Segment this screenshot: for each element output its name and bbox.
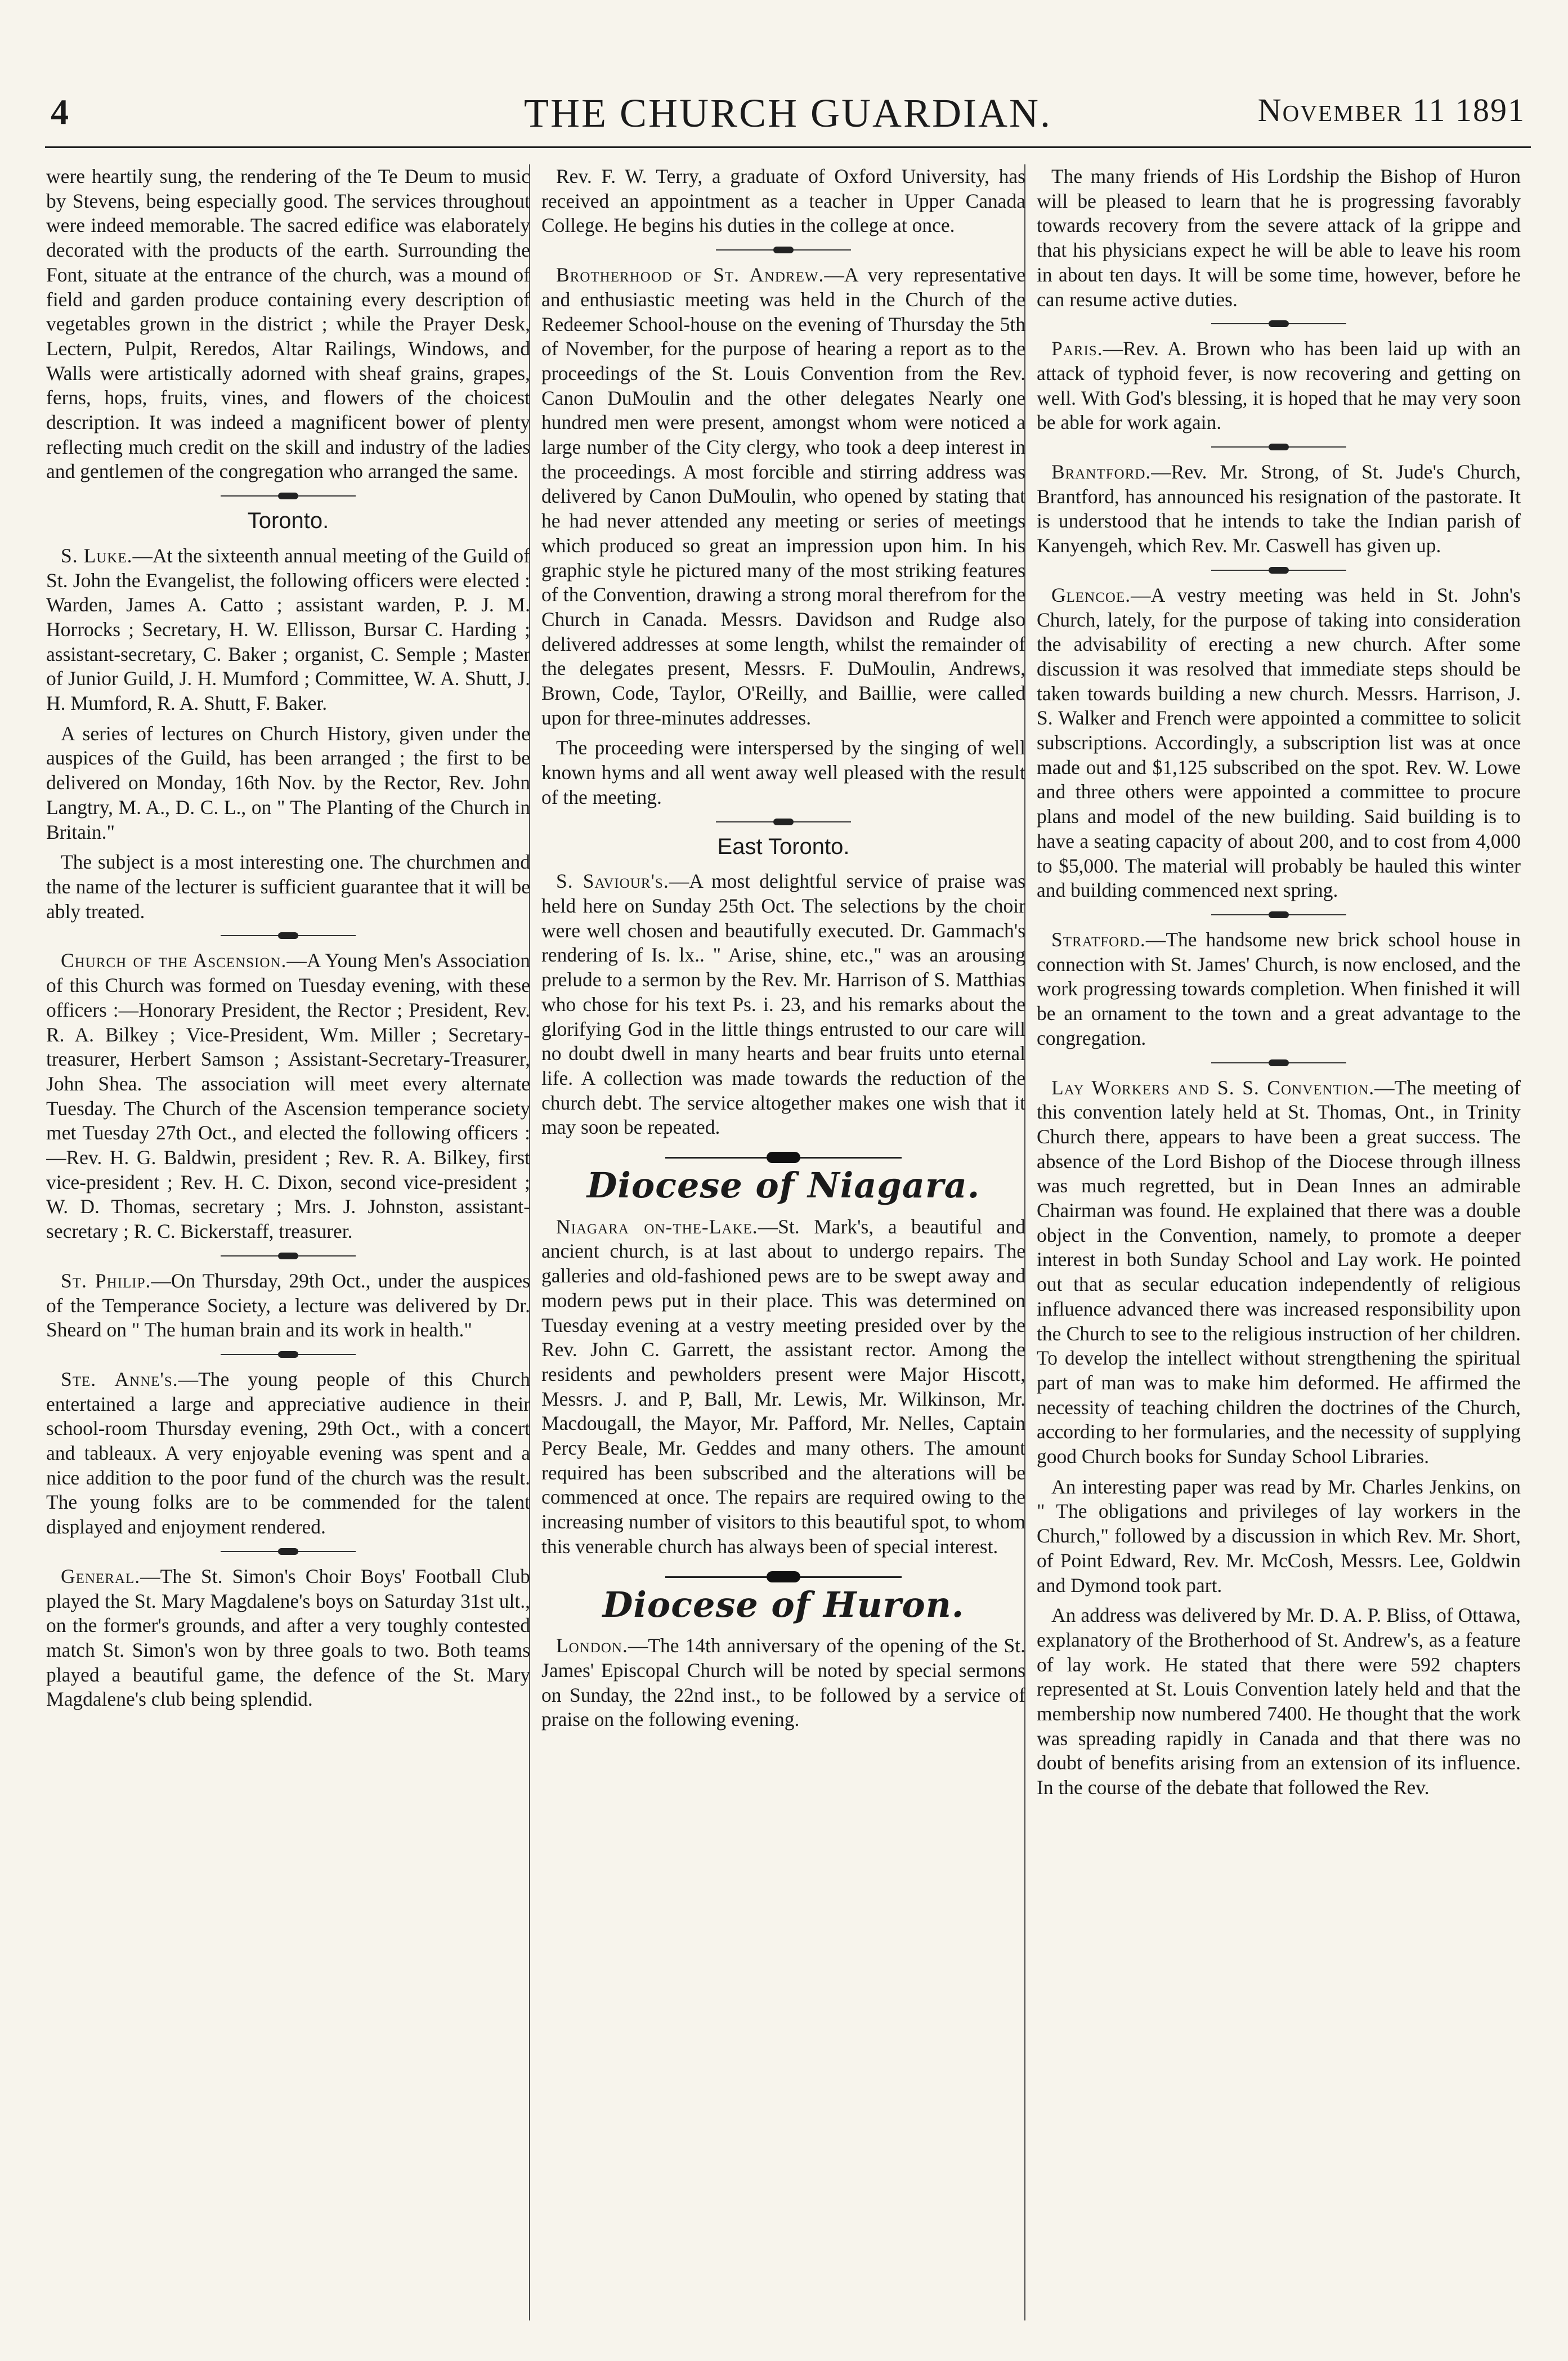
article-paragraph xyxy=(46,949,530,1244)
separator-rule xyxy=(1211,323,1346,324)
article-lead: London. xyxy=(556,1634,628,1657)
article-text: —The 14th anniversary of the opening of the St. James' Episcopal Church will be noted by special sermons on Sunday, the 22nd inst., to be followed by a service of praise on the following evening. xyxy=(541,1634,1025,1731)
section-heading: East Toronto. xyxy=(717,834,850,859)
issue-date: November 11 1891 xyxy=(1257,92,1525,128)
article-paragraph xyxy=(1037,583,1521,903)
separator-rule xyxy=(221,935,356,936)
masthead-title: THE CHURCH GUARDIAN. xyxy=(524,91,1052,136)
separator-rule xyxy=(221,1354,356,1355)
article-paragraph: Rev. F. W. Terry, a graduate of Oxford University, has received an appointment as a teacher in Upper Canada College. He begins his duties in the college at once. xyxy=(541,165,1025,237)
article-paragraph xyxy=(1037,1076,1521,1469)
article-lead: Brotherhood of St. Andrew. xyxy=(556,263,825,287)
column-3 xyxy=(1037,164,1521,2326)
article-text: —Rev. A. Brown who has been laid up with an attack of typhoid fever, is now recovering and getting on well. With God's blessing, it is hoped that he may very soon be able for work again. xyxy=(1037,337,1521,434)
article-paragraph xyxy=(1037,337,1521,435)
article-paragraph xyxy=(1037,460,1521,558)
separator-rule xyxy=(221,495,356,497)
article-paragraph xyxy=(541,1634,1025,1732)
separator-rule xyxy=(716,249,851,251)
article-lead: Paris. xyxy=(1051,337,1103,360)
article-paragraph xyxy=(46,544,530,716)
article-lead: Glencoe. xyxy=(1051,583,1131,606)
separator-rule xyxy=(1211,914,1346,915)
article-paragraph: A series of lectures on Church History, given under the auspices of the Guild, has been arranged ; the first to be delivered on Monday, 16th Nov. by the Rector, Rev. John Langtry, M. A., D. C. L., on " The Planting of the Church in Britain." xyxy=(46,722,530,843)
article-lead: St. Philip. xyxy=(61,1269,151,1292)
article-paragraph xyxy=(541,263,1025,730)
article-lead: Niagara on-the-Lake. xyxy=(556,1215,758,1238)
article-lead: Church of the Ascension. xyxy=(61,949,287,972)
article-text: —The meeting of this convention lately held at St. Thomas, Ont., in Trinity Church there, appears to have been a great success. The absence of the Lord Bishop of the Diocese through illness was much regretted, but in Dean Innes an admirable Chairman was found. He explained that there was a double object in the Convention, namely, to promote a deeper interest in both Sunday School and Lay work. He pointed out that as secular education independently of religious influence advanced there was increased responsibility upon the Church to see to the religious instruction of her children. To develop the intellect without strengthening the spiritual part of man was to make him deformed. He affirmed the necessity of teaching children the doctrines of the Church, according to her formularies, and the necessity of supplying good Church books for Sunday School Libraries. xyxy=(1037,1076,1521,1468)
article-lead: Stratford. xyxy=(1051,928,1146,951)
section-separator xyxy=(665,1157,902,1159)
article-text: —St. Mark's, a beautiful and ancient church, is at last about to undergo repairs. The galleries and old-fashioned pews are to be swept away and modern pews put in their place. This was determined on Tuesday evening at a vestry meeting presided over by the Rev. John C. Garrett, the assistant rector. Among the residents and pewholders present were Major Hiscott, Messrs. J. and P, Ball, Mr. Lewis, Mr. Wilkinson, Mr. Macdougall, the Mayor, Mr. Pafford, Mr. Nelles, Captain Percy Beale, Mr. Geddes and many others. The amount required has been subscribed and the alterations will be commenced at once. The repairs are required owing to the increasing number of visitors to this beautiful spot, to whom this venerable church has always been of special interest. xyxy=(541,1215,1025,1558)
article-text: —Rev. Mr. Strong, of St. Jude's Church, Brantford, has announced his resignation of the pastorate. It is understood that he intends to take the Indian parish of Kanyengeh, which Rev. Mr. Caswell has given up. xyxy=(1037,460,1521,557)
article-text: —A very representative and enthusiastic meeting was held in the Church of the Redeemer School-house on the evening of Thursday the 5th of November, for the purpose of hearing a report as to the proceedings of the St. Louis Convention from the Rev. Canon DuMoulin and the other delegates Nearly one hundred men were present, amongst whom were noticed a large number of the City clergy, who took a deep interest in the proceedings. A most forcible and stirring address was delivered by Canon DuMoulin, who opened by stating that he had never attended any meeting or series of meetings which produced so great an impression upon him. In his graphic style he pictured many of the most striking features of the Convention, drawing a strong moral therefrom for the Church in Canada. Messrs. Davidson and Rudge also delivered addresses at some length, whilst the remainder of the delegates present, Messrs. F. DuMoulin, Andrews, Brown, Code, Taylor, O'Reilly, and Baillie, were called upon for three-minutes addresses. xyxy=(541,263,1025,729)
page-header xyxy=(45,84,1531,148)
separator-rule xyxy=(1211,446,1346,448)
article-text: —The St. Simon's Choir Boys' Football Club played the St. Mary Magdalene's boys on Saturday 31st ult., on the former's grounds, and after a very toughly contested match St. Simon's won by three goals to two. Both teams played a beautiful game, the defence of the St. Mary Magdalene's club being splendid. xyxy=(46,1564,530,1711)
separator-rule xyxy=(1211,570,1346,571)
article-lead: Lay Workers and S. S. Convention. xyxy=(1051,1076,1375,1099)
article-paragraph: An address was delivered by Mr. D. A. P. Bliss, of Ottawa, explanatory of the Brotherhood of St. Andrew's, as a feature of lay work. He stated that there were 592 chapters represented at St. Louis Convention lately held and that the membership now numbered 7400. He thought that the work was spreading rapidly in Canada and that there was no doubt of benefits arising from an extension of its influence. In the course of the debate that followed the Rev. xyxy=(1037,1604,1521,1799)
article-text: —On Thursday, 29th Oct., under the auspices of the Temperance Society, a lecture was delivered by Dr. Sheard on " The human brain and its work in health." xyxy=(46,1269,530,1342)
article-text: —A most delightful service of praise was held here on Sunday 25th Oct. The selections by the choir were well chosen and beautifully executed. Dr. Gammach's rendering of Is. lx.. " Arise, shine, etc.," was an arousing prelude to a sermon by the Rev. Mr. Harrison of S. Matthias who chose for his text Ps. i. 23, and his remarks about the glorifying God in the little things entrusted to our care will no doubt dwell in many hearts and bear fruits unto eternal life. A collection was made towards the reduction of the church debt. The service altogether makes one wish that it may soon be repeated. xyxy=(541,870,1025,1139)
section-heading: Toronto. xyxy=(247,508,329,534)
article-text: —At the sixteenth annual meeting of the Guild of St. John the Evangelist, the following officers were elected : Warden, James A. Catto ; assistant warden, P. J. M. Horrocks ; Secretary, H. W. Ellisson, Bursar C. Harding ; assistant-secretary, C. Baker ; organist, C. Semple ; Master of Junior Guild, J. H. Mumford ; Committee, W. A. Shutt, J. H. Mumford, R. A. Shutt, F. Baker. xyxy=(46,544,530,715)
diocese-heading: Diocese of Niagara. xyxy=(586,1165,980,1206)
article-paragraph: An interesting paper was read by Mr. Charles Jenkins, on " The obligations and privileges of lay workers in the Church," followed by a discussion in which Rev. Mr. Short, of Point Edward, Rev. Mr. McCosh, Messrs. Lee, Goldwin and Dymond took part. xyxy=(1037,1475,1521,1597)
article-paragraph: The subject is a most interesting one. The churchmen and the name of the lecturer is sufficient guarantee that it will be ably treated. xyxy=(46,851,530,923)
page-number: 4 xyxy=(51,92,69,132)
article-lead: General. xyxy=(61,1564,141,1588)
section-separator xyxy=(665,1576,902,1578)
article-lead: S. Luke. xyxy=(61,544,133,567)
article-text: —The handsome new brick school house in connection with St. James' Church, is now enclosed, and the work progressing towards completion. When finished it will be an ornament to the town and a great advantage to the congregation. xyxy=(1037,928,1521,1049)
article-lead: S. Saviour's. xyxy=(556,870,669,893)
article-paragraph xyxy=(541,1215,1025,1559)
article-paragraph xyxy=(46,1367,530,1540)
article-text: —The young people of this Church entertained a large and appreciative audience in their school-room Thursday evening, 29th Oct., with a concert and tableaux. A very enjoyable evening was spent and a nice addition to the poor fund of the church was the result. The young folks are to be commended for the talent displayed and enjoyment rendered. xyxy=(46,1367,530,1539)
diocese-heading: Diocese of Huron. xyxy=(602,1584,965,1625)
article-paragraph: were heartily sung, the rendering of the Te Deum to music by Stevens, being especially good. The services throughout were indeed memorable. The sacred edifice was elaborately decorated with the products of the earth. Surrounding the Font, situate at the entrance of the church, was a mound of field and garden produce containing every description of vegetables grown in the district ; while the Prayer Desk, Lectern, Pulpit, Reredos, Altar Railings, Windows, and Walls were artistically adorned with sheaf grains, grapes, ferns, hops, fruits, vines, and flowers of the choicest description. It was indeed a magnificent bower of plenty reflecting much credit on the skill and industry of the ladies and gentlemen of the congregation who arranged the same. xyxy=(46,165,530,483)
article-lead: Brantford. xyxy=(1051,460,1152,484)
article-paragraph xyxy=(46,1564,530,1712)
separator-rule xyxy=(221,1255,356,1256)
column-1 xyxy=(46,164,530,2326)
article-text: —A Young Men's Association of this Church was formed on Tuesday evening, with these officers :—Honorary President, the Rector ; President, Rev. R. A. Bilkey ; Vice-President, Wm. Miller ; Secretary-treasurer, Herbert Samson ; Assistant-Secretary-Treasurer, John Shea. The association will meet every alternate Tuesday. The Church of the Ascension temperance society met Tuesday 27th Oct., and elected the following officers :—Rev. H. G. Baldwin, president ; Rev. R. A. Bilkey, first vice-president ; Rev. H. C. Dixon, second vice-president ; W. D. Thomas, secretary ; Mrs. J. Johnston, assistant-secretary ; R. C. Bickerstaff, treasurer. xyxy=(46,949,530,1243)
article-paragraph xyxy=(1037,928,1521,1051)
separator-rule xyxy=(716,821,851,822)
article-paragraph xyxy=(46,1269,530,1343)
article-paragraph: The proceeding were interspersed by the singing of well known hyms and all went away well pleased with the result of the meeting. xyxy=(541,736,1025,808)
article-paragraph xyxy=(541,869,1025,1140)
separator-rule xyxy=(221,1551,356,1552)
column-2 xyxy=(541,164,1025,2326)
article-text: —A vestry meeting was held in St. John's Church, lately, for the purpose of taking into consideration the advisability of erecting a new church. After some discussion it was resolved that immediate steps should be taken towards building a new church. Messrs. Harrison, J. S. Walker and French were appointed a committee to solicit subscriptions. Accordingly, a subscription list was at once made out and $1,125 subscribed on the spot. Rev. W. Lowe and three others were appointed a committee to procure plans and model of the new building. Said building is to have a seating capacity of about 200, and to cost from 4,000 to $5,000. The material will probably be hauled this winter and building commenced next spring. xyxy=(1037,583,1521,902)
separator-rule xyxy=(1211,1062,1346,1063)
article-lead: Ste. Anne's. xyxy=(61,1367,178,1390)
article-paragraph: The many friends of His Lordship the Bishop of Huron will be pleased to learn that he is progressing favorably towards recovery from the severe attack of la grippe and that his physicians expect he will be able to leave his room in about ten days. It will be some time, however, before he can resume active duties. xyxy=(1037,165,1521,311)
